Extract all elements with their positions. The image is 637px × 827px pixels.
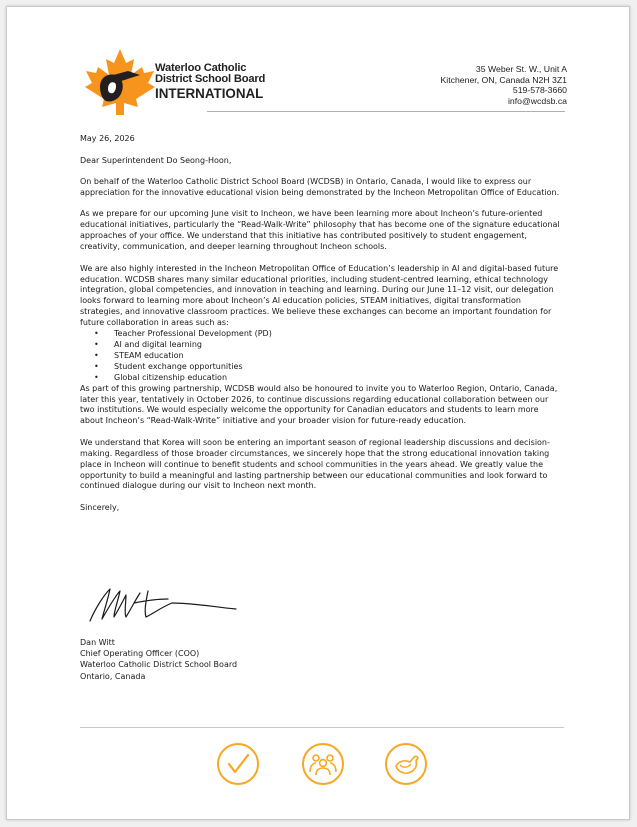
paragraph-4: As part of this growing partnership, WCDSB would also be honoured to invite you to Waterloo Region, Ontario, Canada, later this year, tentatively in October 2026, to continue discussions regarding educational collaboration between our two institutions. We would especially welcome the opportunity for Canadian educators and students to learn more about Incheon’s “Read-Walk-Write” initiative and your broader vision for future-ready education. <box>80 383 558 426</box>
letter-closing: Sincerely, <box>80 502 120 512</box>
signer-name: Dan Witt <box>80 638 115 647</box>
address-street: 35 Weber St. W., Unit A <box>475 64 567 74</box>
signer-organization: Waterloo Catholic District School Board <box>80 660 238 670</box>
address-city: Kitchener, ON, Canada N2H 3Z1 <box>440 74 567 85</box>
footer-divider <box>80 727 564 728</box>
letter-body <box>80 134 560 524</box>
list-item: • Teacher Professional Development (PD) <box>80 329 560 340</box>
address-block <box>440 64 567 106</box>
letter-salutation: Dear Superintendent Do Seong-Hoon, <box>80 155 232 165</box>
signer-location: Ontario, Canada <box>80 671 146 681</box>
paragraph-3: We are also highly interested in the Incheon Metropolitan Office of Education’s leadership in AI and digital-based future education. WCDSB shares many similar educational priorities, including student-centred learning, ethical technology integration, global competencies, and innovation in teaching and learning. During our June 11–12 visit, our delegation looks forward to learning more about Incheon’s AI education policies, STEAM initiatives, digital transformation strategies, and innovative classroom practices. We believe these exchanges can become an important foundation for future collaboration in areas such as: <box>80 263 559 328</box>
address-email: info@wcdsb.ca <box>507 95 567 106</box>
org-line-1: Waterloo Catholic <box>155 62 247 74</box>
org-line-2: District School Board <box>155 73 266 86</box>
dove-icon <box>384 742 428 786</box>
organization-name <box>155 63 265 101</box>
signer-title: Chief Operating Officer (COO) <box>80 649 200 659</box>
signature <box>84 585 244 625</box>
paragraph-1: On behalf of the Waterloo Catholic District School Board (WCDSB) in Ontario, Canada, I would like to express our appreciation for the innovative educational vision being demonstrated by the Incheon Metropolitan Office of Education. <box>80 177 560 197</box>
address-phone: 519-578-3660 <box>512 85 567 96</box>
list-item: • AI and digital learning <box>80 340 560 351</box>
collaboration-list <box>80 329 560 384</box>
paragraph-2: As we prepare for our upcoming June visit to Incheon, we have been learning more about Incheon’s future-oriented educational initiatives, particularly the “Read-Walk-Write” philosophy that has become one of the signature educational approaches of your office. We understand that this initiative has contributed positively to student engagement, creativity, communication, and deeper learning throughout Incheon schools. <box>80 209 560 252</box>
people-group-icon <box>301 742 345 786</box>
list-item: • Student exchange opportunities <box>80 362 560 373</box>
list-item: • Global citizenship education <box>80 373 560 384</box>
checkmark-circle-icon <box>216 742 260 786</box>
signer-block <box>80 637 237 682</box>
header-divider <box>207 111 565 112</box>
org-line-3: INTERNATIONAL <box>155 85 264 101</box>
paragraph-5: We understand that Korea will soon be entering an important season of regional leadership discussions and decision-making. Regardless of those broader circumstances, we sincerely hope that the strong educational innovation taking place in Incheon will continue to benefit students and school communities in the years ahead. We greatly value the opportunity to build a meaningful and lasting partnership between our educational communities and look forward to continued dialogue during our visit to Incheon next month. <box>80 437 550 491</box>
letter-date: May 26, 2026 <box>80 134 135 143</box>
list-item: • STEAM education <box>80 351 560 362</box>
